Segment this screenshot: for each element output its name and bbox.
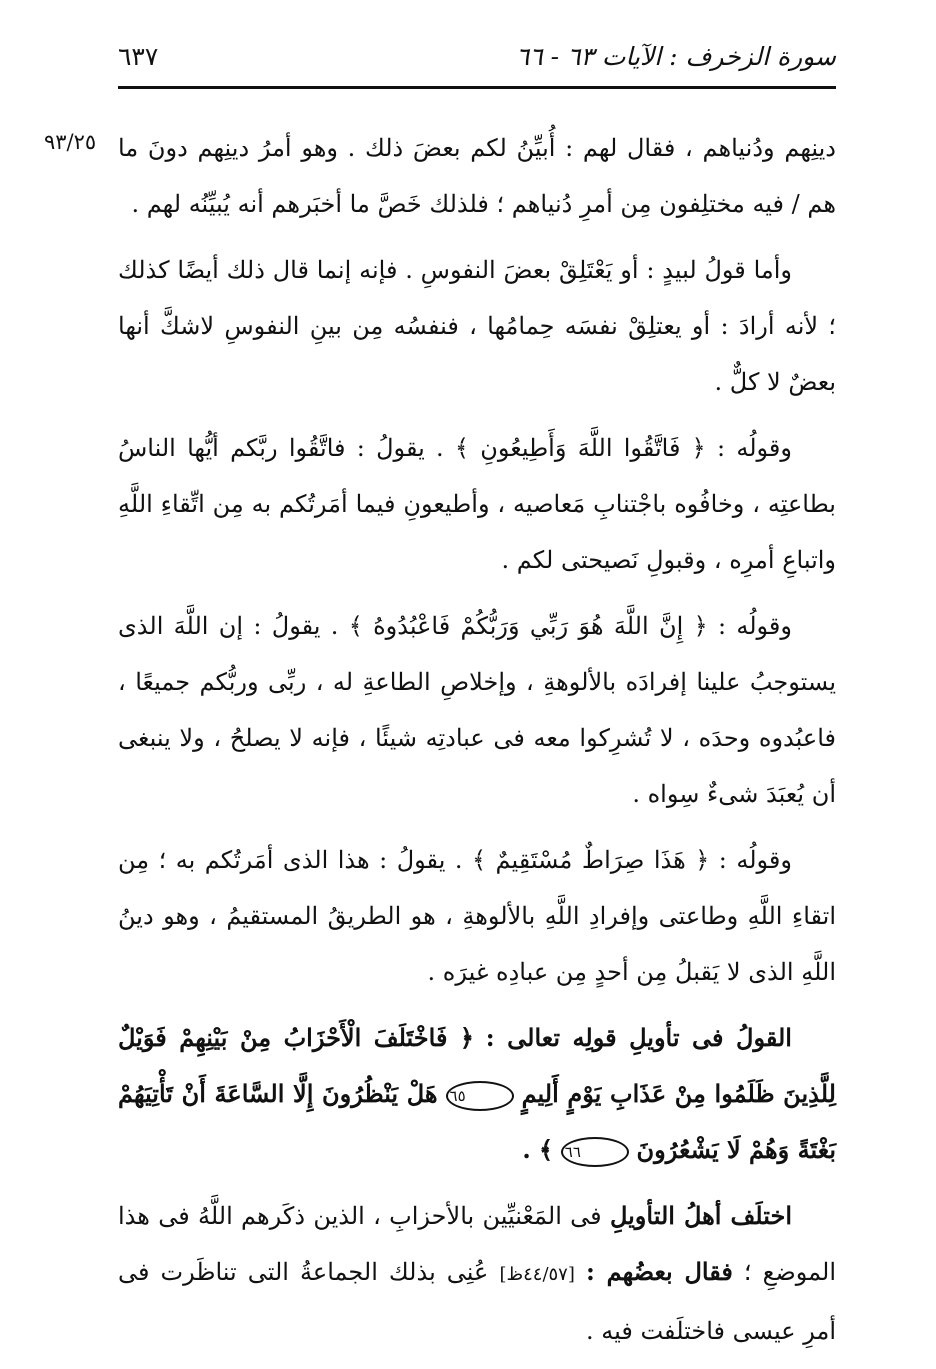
verse-close-bracket: ﴾ . [522,1135,554,1164]
paragraph-3: وقولُه : ﴿ فَاتَّقُوا اللَّهَ وَأَطِيعُونِ ﴾ . يقولُ : فاتَّقُوا ربَّكم أيُّها الناسُ بطاعتِه ، وخافُوه باجْتنابِ مَعاصيه ، وأطيعونِ فيما أمَرتُكم به مِن اتِّقاءِ اللَّهِ واتباعِ أمرِه ، وقبولِ نَصيحتى لكم . [118,434,836,574]
paragraph-last [118,1188,836,1359]
last-bold-b: فقال بعضُهم : [585,1257,733,1286]
margin-reference: ٩٣/٢٥ [44,130,97,154]
paragraph-2: وأما قولُ لبيدٍ : أو يَعْتَلِقْ بعضَ النفوسِ . فإنه إنما قال ذلك أيضًا كذلك ؛ لأنه أرادَ : أو يعتلِقْ نفسَه حِمامُها ، فنفسُه مِن بينِ النفوسِ لاشكَّ أنها بعضٌ لا كلٌّ . [118,256,837,396]
running-title: سورة الزخرف : الآيات ٦٣ - ٦٦ [515,42,836,71]
paragraph-4: وقولُه : ﴿ إِنَّ اللَّهَ هُوَ رَبِّي وَرَبُّكُمْ فَاعْبُدُوهُ ﴾ . يقولُ : إن اللَّهَ الذى يستوجبُ علينا إفرادَه بالألوهةِ ، وإخلاصِ الطاعةِ له ، ربِّى وربُّكم جميعًا ، فاعبُدوه وحدَه ، لا تُشرِكوا معه فى عبادتِه شيئًا ، فإنه لا يصلحُ ، ولا ينبغى أن يُعبَدَ شىءٌ سِواه . [118,612,836,808]
ayah-end-marker-65: ٦٥ [446,1081,514,1111]
page-header [118,36,836,86]
heading-lead: القولُ فى تأويلِ قولِه تعالى : [485,1023,792,1052]
last-lead: اختلَف أهلُ التأويلِ [609,1201,792,1230]
page-number: ٦٣٧ [118,42,159,71]
quran-verse-66: هَلْ يَنْظُرُونَ إِلَّا السَّاعَةَ أَنْ تَأْتِيَهُمْ بَغْتَةً وَهُمْ لَا يَشْعُرُونَ [118,1079,836,1164]
body-text [118,120,836,1369]
last-text-c: عُنِى بذلك الجماعةُ التى تناظَرت فى أمرِ عيسى فاختلَفت فيه . [118,1258,836,1345]
paragraph-1: دينِهم ودُنياهم ، فقال لهم : أُبيِّنُ لكم بعضَ ذلك . وهو أمرُ دينِهم دونَ ما هم / فيه مختلِفون مِن أمرِ دُنياهم ؛ فلذلك خَصَّ ما أخبَرهم أنه يُبيِّنُه لهم . [118,134,836,218]
manuscript-ref: [٤٤/٥٧ظ] [499,1264,575,1285]
quran-verse-65: ﴿ فَاخْتَلَفَ الْأَحْزَابُ مِنْ بَيْنِهِمْ فَوَيْلٌ لِلَّذِينَ ظَلَمُوا مِنْ عَذَابِ يَوْمٍ أَلِيمٍ [118,1023,836,1108]
header-rule [118,86,836,89]
last-text-a: فى المَعْنيِّين بالأحزابِ ، الذين ذكَرهم اللَّهُ فى هذا الموضعِ ؛ [118,1202,836,1286]
tafsir-heading-paragraph [118,1010,836,1178]
ayah-end-marker-66: ٦٦ [561,1137,629,1167]
paragraph-5: وقولُه : ﴿ هَذَا صِرَاطٌ مُسْتَقِيمٌ ﴾ . يقولُ : هذا الذى أمَرتُكم به ؛ مِن اتقاءِ اللَّهِ وطاعتى وإفرادِ اللَّهِ بالألوهةِ ، هو الطريقُ المستقيمُ ، وهو دينُ اللَّهِ الذى لا يَقبلُ مِن أحدٍ مِن عبادِه غيرَه . [118,846,836,986]
